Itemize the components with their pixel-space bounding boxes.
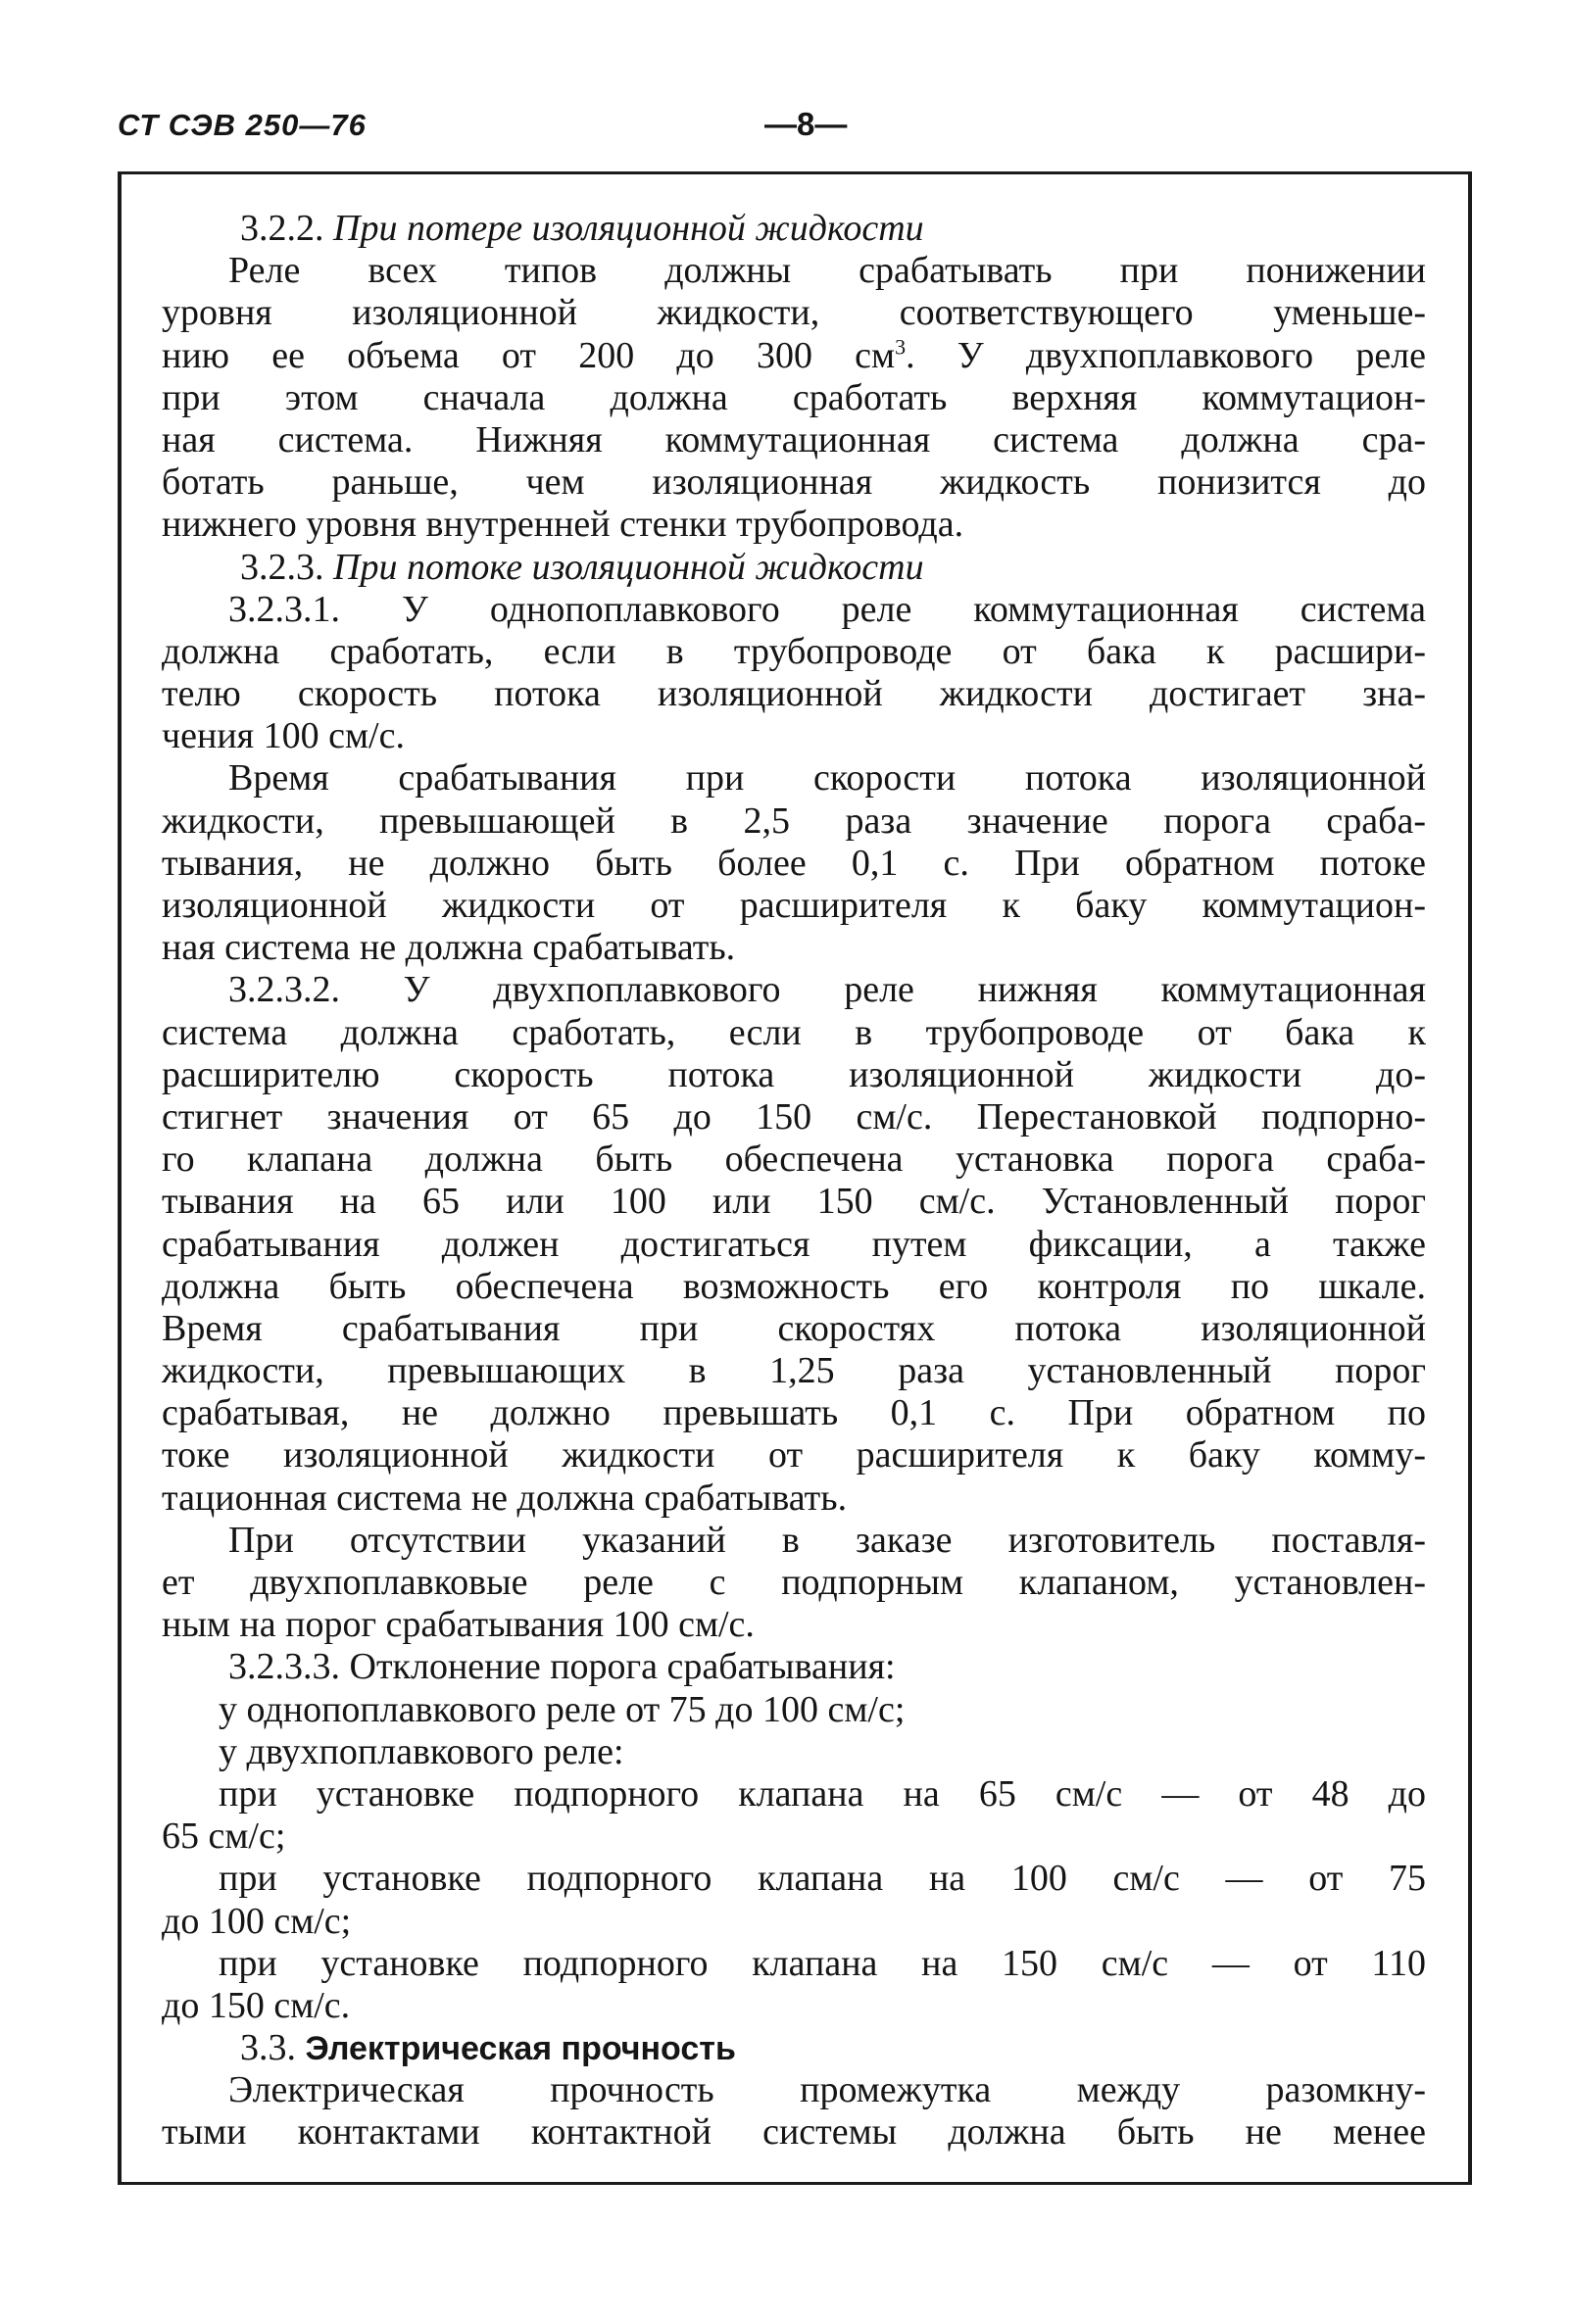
- section-title: Электрическая прочность: [305, 2030, 736, 2068]
- text-line: стигнет значения от 65 до 150 см/с. Перестановкой подпорно-: [162, 1095, 1426, 1138]
- text-line: ная система не должна срабатывать.: [162, 927, 736, 969]
- document-body: [162, 208, 1426, 2155]
- text-line: при установке подпорного клапана на 150 см/с — от 110: [219, 1942, 1426, 1984]
- section-heading-3-2-3: [162, 547, 1426, 589]
- text-line: уровня изоляционной жидкости, соответствующего уменьше-: [162, 292, 1426, 334]
- text-line: ет двухпоплавковые реле с подпорным клапаном, установлен-: [162, 1562, 1426, 1603]
- text-line: токе изоляционной жидкости от расширителя к баку комму-: [162, 1434, 1426, 1477]
- section-title: При потере изоляционной жидкости: [333, 208, 924, 249]
- text-line: тационная система не должна срабатывать.: [162, 1477, 848, 1519]
- text-line: ботать раньше, чем изоляционная жидкость понизится до: [162, 461, 1426, 504]
- text-line: жидкости, превышающих в 1,25 раза установленный порог: [162, 1350, 1426, 1392]
- text-line: у двухпоплавкового реле:: [219, 1730, 624, 1772]
- text-line: тывания, не должно быть более 0,1 с. При обратном потоке: [162, 842, 1426, 884]
- text-line: 65 см/с;: [162, 1816, 286, 1858]
- text-line: При отсутствии указаний в заказе изготовитель поставля-: [228, 1519, 1426, 1561]
- text-line: телю скорость потока изоляционной жидкости достигает зна-: [162, 673, 1426, 715]
- text-line: ная система. Нижняя коммутационная система должна сра-: [162, 418, 1426, 460]
- text-line: при этом сначала должна сработать верхняя коммутацион-: [162, 376, 1426, 418]
- text-line: у однопоплавкового реле от 75 до 100 см/с;: [219, 1688, 906, 1730]
- text-line: должна быть обеспечена возможность его контроля по шкале.: [162, 1265, 1426, 1307]
- section-number: 3.2.3.: [240, 546, 324, 588]
- text-line: 3.2.3.1. У однопоплавкового реле коммутационная система: [228, 588, 1426, 630]
- text-fragment: нию ее объема от 200 до 300 см: [162, 334, 896, 376]
- text-line: при установке подпорного клапана на 65 см/с — от 48 до: [219, 1772, 1426, 1815]
- text-line: до 150 см/с.: [162, 1984, 351, 2026]
- text-line: тывания на 65 или 100 или 150 см/с. Установленный порог: [162, 1181, 1426, 1223]
- section-heading-3-2-2: [162, 208, 1426, 250]
- section-number: 3.2.2.: [240, 208, 324, 249]
- text-line: срабатывая, не должно превышать 0,1 с. При обратном по: [162, 1392, 1426, 1434]
- text-line: го клапана должна быть обеспечена установка порога сраба-: [162, 1138, 1426, 1181]
- page-header: [118, 98, 1490, 147]
- text-line: должна сработать, если в трубопроводе от бака к расшири-: [162, 630, 1426, 672]
- text-line: 3.2.3.3. Отклонение порога срабатывания:: [228, 1646, 896, 1688]
- text-line: Время срабатывания при скоростях потока изоляционной: [162, 1307, 1426, 1349]
- text-line: срабатывания должен достигаться путем фиксации, а также: [162, 1223, 1426, 1265]
- text-line: до 100 см/с;: [162, 1900, 352, 1942]
- text-line: система должна сработать, если в трубопроводе от бака к: [162, 1011, 1426, 1053]
- text-line: при установке подпорного клапана на 100 см/с — от 75: [219, 1858, 1426, 1900]
- section-number: 3.3.: [240, 2027, 296, 2069]
- text-line-with-superscript: [162, 335, 1426, 377]
- section-title: При потоке изоляционной жидкости: [333, 546, 924, 588]
- text-line: 3.2.3.2. У двухпоплавкового реле нижняя коммутационная: [228, 969, 1426, 1011]
- text-line: изоляционной жидкости от расширителя к баку коммутацион-: [162, 885, 1426, 926]
- superscript: 3: [895, 333, 907, 359]
- text-line: жидкости, превышающей в 2,5 раза значение порога сраба-: [162, 799, 1426, 842]
- text-line: нижнего уровня внутренней стенки трубопровода.: [162, 504, 964, 546]
- standard-code: СТ СЭВ 250—76: [118, 108, 367, 142]
- text-line: Электрическая прочность промежутка между разомкну-: [228, 2069, 1426, 2111]
- text-fragment: . У двухпоплавкового реле: [906, 334, 1427, 376]
- section-heading-3-3: [162, 2027, 1426, 2069]
- text-line: Время срабатывания при скорости потока изоляционной: [228, 757, 1426, 799]
- text-line: расширителю скорость потока изоляционной жидкости до-: [162, 1053, 1426, 1095]
- text-line: чения 100 см/с.: [162, 715, 405, 757]
- page-number: —8—: [764, 106, 848, 142]
- text-line: Реле всех типов должны срабатывать при понижении: [228, 250, 1426, 292]
- text-line: ным на порог срабатывания 100 см/с.: [162, 1604, 755, 1646]
- text-line: тыми контактами контактной системы должна быть не менее: [162, 2111, 1426, 2154]
